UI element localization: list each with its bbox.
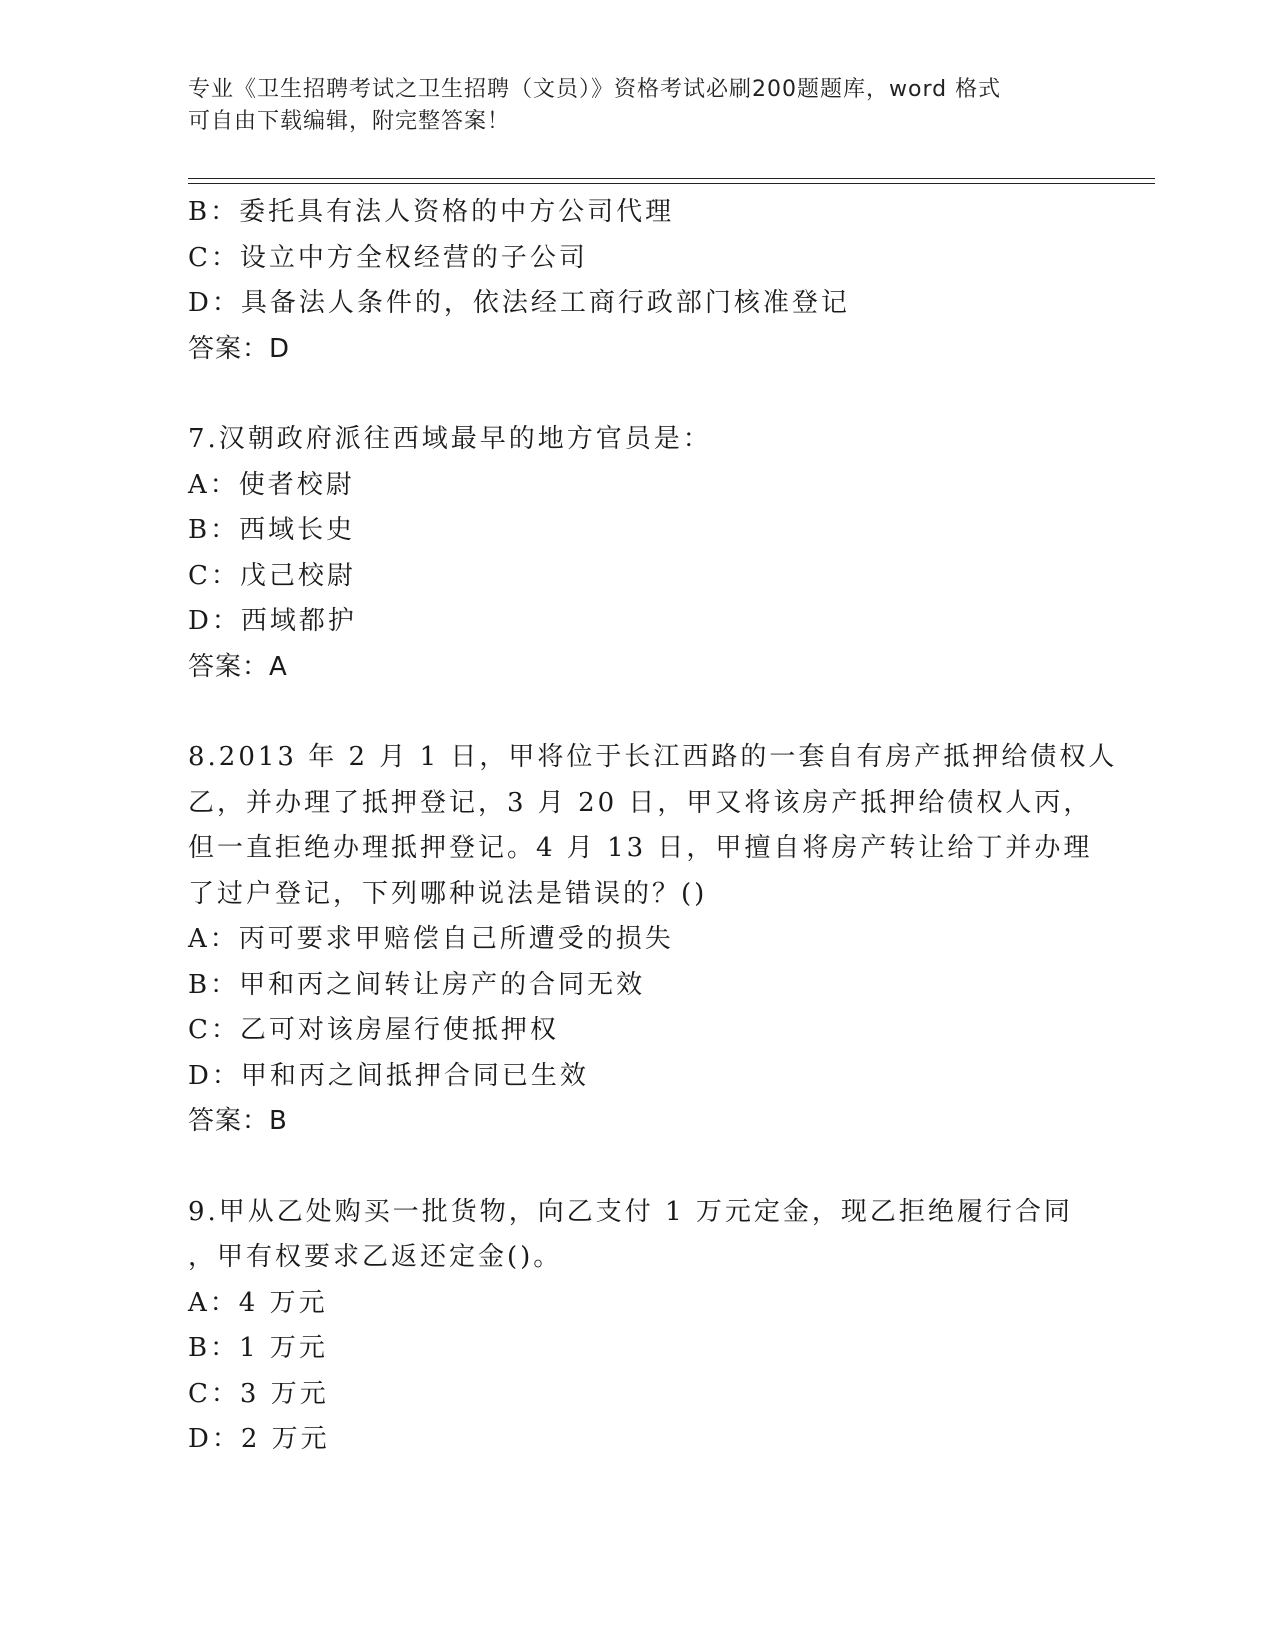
- option-d: D：甲和丙之间抵押合同已生效: [188, 1060, 589, 1091]
- option-c: C：乙可对该房屋行使抵押权: [188, 1015, 559, 1045]
- option-c: C：戊己校尉: [188, 560, 356, 591]
- option-b: B：西域长史: [188, 515, 356, 545]
- option-d: D：具备法人条件的，依法经工商行政部门核准登记: [188, 288, 850, 318]
- option-a: A：丙可要求甲赔偿自己所遭受的损失: [188, 924, 674, 954]
- option-d: D：2 万元: [188, 1424, 330, 1454]
- question-9: [188, 1190, 1088, 1463]
- header-line-1: 专业《卫生招聘考试之卫生招聘（文员）》资格考试必刷200题题库，word 格式: [188, 77, 1002, 102]
- header-divider-top: [188, 178, 1155, 179]
- option-a: A：使者校尉: [188, 469, 355, 500]
- answer: 答案：D: [188, 333, 291, 364]
- option-c: C：3 万元: [188, 1378, 329, 1409]
- question-stem-line-4: 了过户登记，下列哪种说法是错误的？(): [188, 878, 708, 909]
- question-stem-line-2: 乙，并办理了抵押登记，3 月 20 日，甲又将该房产抵押给债权人丙，: [188, 787, 1093, 818]
- question-6: [188, 190, 1088, 372]
- option-b: B：1 万元: [188, 1333, 328, 1363]
- question-8: [188, 735, 1118, 1145]
- question-stem: 7.汉朝政府派往西域最早的地方官员是：: [188, 424, 712, 454]
- question-7: [188, 417, 1088, 690]
- question-stem-line-1: 8.2013 年 2 月 1 日，甲将位于长江西路的一套自有房产抵押给债权人: [188, 742, 1118, 772]
- answer: 答案：B: [188, 1106, 288, 1136]
- question-stem-line-1: 9.甲从乙处购买一批货物，向乙支付 1 万元定金，现乙拒绝履行合同: [188, 1196, 1073, 1227]
- header-line-2: 可自由下载编辑，附完整答案！: [188, 109, 511, 134]
- option-c: C：设立中方全权经营的子公司: [188, 242, 588, 273]
- option-b: B：甲和丙之间转让房产的合同无效: [188, 969, 646, 1000]
- option-b: B：委托具有法人资格的中方公司代理: [188, 197, 675, 227]
- header-divider-bottom: [188, 183, 1155, 184]
- question-stem-line-3: 但一直拒绝办理抵押登记。4 月 13 日，甲擅自将房产转让给丁并办理: [188, 833, 1093, 863]
- answer: 答案：A: [188, 651, 288, 682]
- question-stem-line-2: ，甲有权要求乙返还定金()。: [188, 1242, 563, 1272]
- document-header: [188, 74, 1088, 138]
- document-body: [188, 190, 1118, 1463]
- option-a: A：4 万元: [188, 1287, 328, 1318]
- option-d: D：西域都护: [188, 606, 357, 636]
